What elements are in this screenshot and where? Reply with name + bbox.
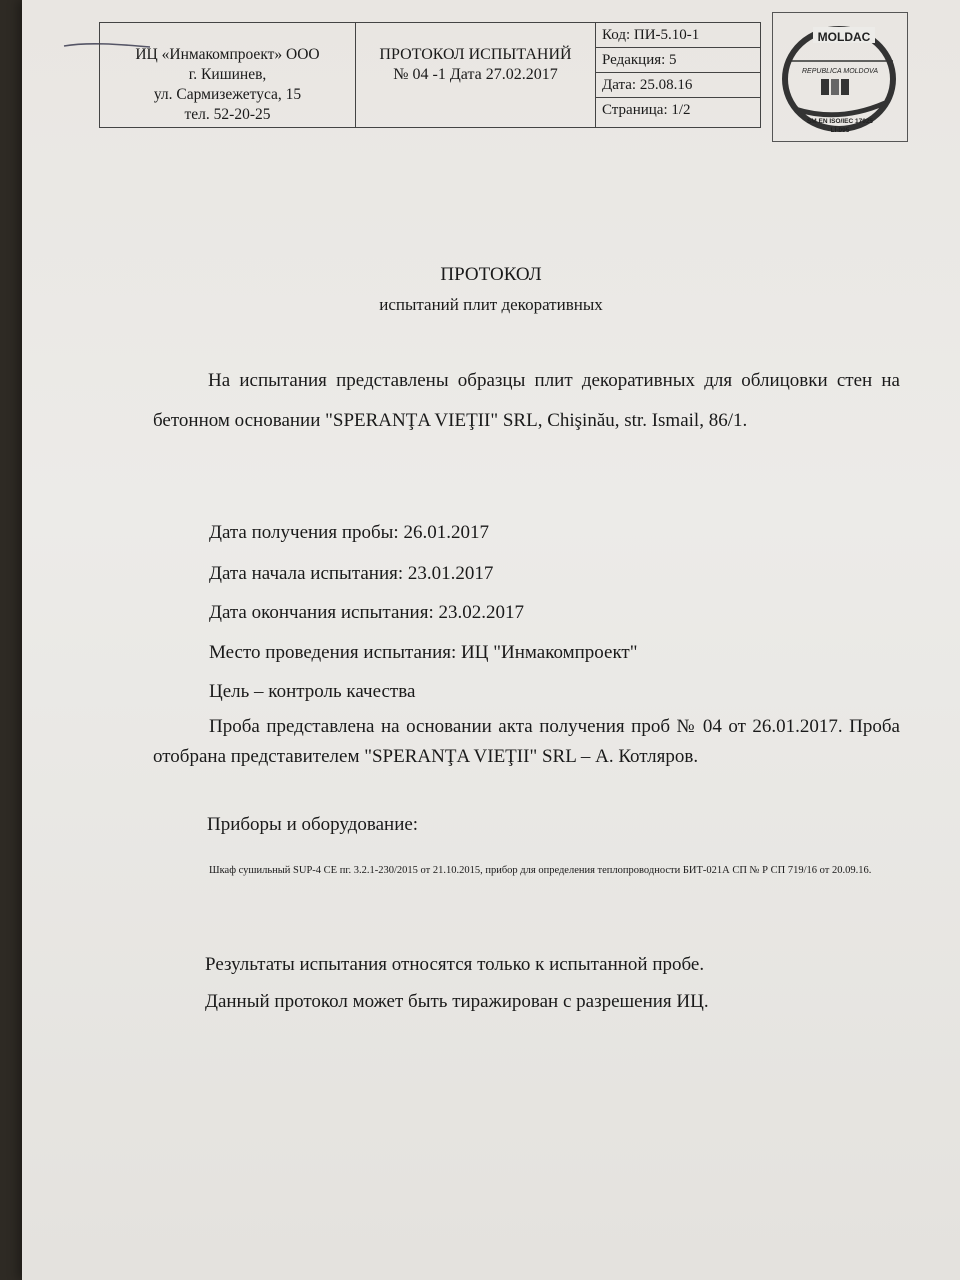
copy-permission-note: Данный протокол может быть тиражирован с разрешения ИЦ.	[205, 991, 709, 1012]
protocol-cell	[356, 23, 596, 127]
meta-page: Страница: 1/2	[602, 102, 691, 118]
test-goal: Цель – контроль качества	[209, 681, 416, 702]
document-subtitle: испытаний плит декоративных	[379, 295, 603, 314]
org-name: ИЦ «Инмакомпроект» ООО	[135, 46, 320, 63]
document-title: ПРОТОКОЛ	[440, 264, 542, 285]
sample-paragraph: Проба представлена на основании акта получения проб № 04 от 26.01.2017. Проба отобрана представителем "SPERANŢA VIEŢII" SRL – А. Котляров.	[153, 716, 900, 767]
logo-country: REPUBLICA MOLDOVA	[802, 68, 878, 75]
protocol-title: ПРОТОКОЛ ИСПЫТАНИЙ	[379, 46, 572, 63]
moldac-logo	[772, 12, 908, 142]
document-page	[22, 0, 960, 1280]
header-table	[99, 22, 761, 128]
org-city: г. Кишинев,	[188, 66, 267, 83]
intro-paragraph: На испытания представлены образцы плит декоративных для облицовки стен на бетонном основании "SPERANŢA VIEŢII" SRL, Chişinău, str. Ismail, 86/1.	[153, 370, 900, 431]
organization-cell	[100, 23, 356, 127]
logo-standard: SM EN ISO/IEC 17025	[806, 118, 874, 125]
equipment-heading: Приборы и оборудование:	[207, 814, 419, 835]
end-date: Дата окончания испытания: 23.02.2017	[209, 602, 524, 623]
meta-revision: Редакция: 5	[596, 48, 760, 73]
logo-accreditation: LÎ-095	[830, 127, 850, 134]
logo-brand: MOLDAC	[817, 30, 871, 44]
meta-code: Код: ПИ-5.10-1	[596, 23, 760, 48]
equipment-list: Шкаф сушильный SUP-4 CE пг. 3.2.1-230/2015 от 21.10.2015, прибор для определения теплопроводности БИТ-021А СП № Р СП 719/16 от 20.09.16.	[209, 865, 872, 876]
results-note: Результаты испытания относятся только к испытанной пробе.	[205, 954, 705, 975]
test-place: Место проведения испытания: ИЦ "Инмакомпроект"	[209, 642, 638, 663]
start-date: Дата начала испытания: 23.01.2017	[209, 563, 494, 584]
receipt-date: Дата получения пробы: 26.01.2017	[209, 522, 489, 543]
protocol-number: № 04 -1 Дата 27.02.2017	[393, 66, 558, 83]
org-street: ул. Сармизежетуса, 15	[153, 86, 302, 103]
org-phone: тел. 52-20-25	[184, 106, 271, 123]
document-meta-cell	[596, 23, 760, 127]
meta-date: Дата: 25.08.16	[596, 73, 760, 98]
